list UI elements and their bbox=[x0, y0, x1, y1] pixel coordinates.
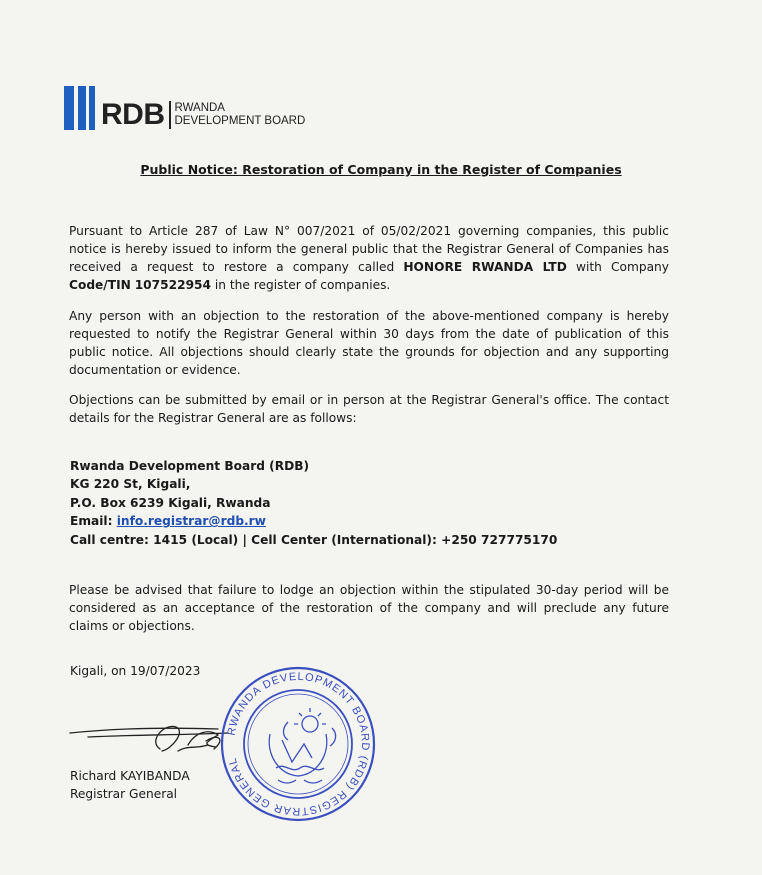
paragraph-submission: Objections can be submitted by email or in person at the Registrar General's office. The contact details for the Registrar General are as follows: bbox=[69, 393, 669, 425]
date-line: Kigali, on 19/07/2023 bbox=[70, 664, 201, 678]
contact-pobox: P.O. Box 6239 Kigali, Rwanda bbox=[70, 495, 271, 510]
logo-line-2: DEVELOPMENT BOARD bbox=[174, 115, 306, 127]
rdb-logo bbox=[64, 86, 305, 130]
email-label: Email: bbox=[70, 514, 117, 529]
svg-text:RWANDA DEVELOPMENT BOARD (RDB): RWANDA DEVELOPMENT BOARD (RDB) REGISTRAR GENERAL bbox=[225, 670, 372, 818]
logo-bar bbox=[64, 86, 74, 130]
logo-divider bbox=[169, 101, 171, 129]
code-value: 107522954 bbox=[134, 278, 212, 292]
notice-title: Public Notice: Restoration of Company in the Register of Companies bbox=[140, 162, 622, 177]
signer-block bbox=[70, 767, 190, 803]
intro-text-c: in the register of companies. bbox=[211, 278, 391, 292]
email-link[interactable]: info.registrar@rdb.rw bbox=[116, 514, 266, 529]
contact-email-line bbox=[70, 512, 557, 530]
intro-text-b: with Company bbox=[566, 260, 669, 274]
registrar-seal-stamp bbox=[218, 664, 378, 824]
signer-title: Registrar General bbox=[70, 787, 178, 801]
intro-text-a: Pursuant to Article 287 of Law N° 007/2021 of 05/02/2021 governing companies, this public notice is hereby issued to inform the general public that the Registrar General of Companies has received a request to restore a company called bbox=[69, 224, 669, 274]
paragraph-objection: Any person with an objection to the restoration of the above-mentioned company is hereby requested to notify the Registrar General within 30 days from the date of publication of this public notice. All objections should clearly state the grounds for objection and any supporting documentation or evidence. bbox=[69, 309, 669, 377]
company-name: HONORE RWANDA LTD bbox=[403, 260, 567, 274]
contact-street: KG 220 St, Kigali, bbox=[70, 477, 191, 492]
logo-bar bbox=[89, 86, 95, 130]
signer-name: Richard KAYIBANDA bbox=[70, 769, 190, 783]
paragraph-intro bbox=[69, 222, 669, 294]
contact-org: Rwanda Development Board (RDB) bbox=[70, 459, 310, 473]
code-label: Code/TIN bbox=[69, 278, 131, 292]
logo-fullname bbox=[175, 102, 306, 128]
logo-abbr: RDB bbox=[101, 98, 165, 131]
contact-block bbox=[70, 457, 557, 549]
logo-line-1: RWANDA bbox=[174, 102, 225, 114]
paragraph-warning: Please be advised that failure to lodge an objection within the stipulated 30-day period will be considered as an acceptance of the restoration of the company and will preclude any future claims or objections. bbox=[69, 583, 669, 633]
contact-call-centre: Call centre: 1415 (Local) | Cell Center (International): +250 727775170 bbox=[70, 532, 558, 547]
logo-bar bbox=[78, 86, 86, 130]
